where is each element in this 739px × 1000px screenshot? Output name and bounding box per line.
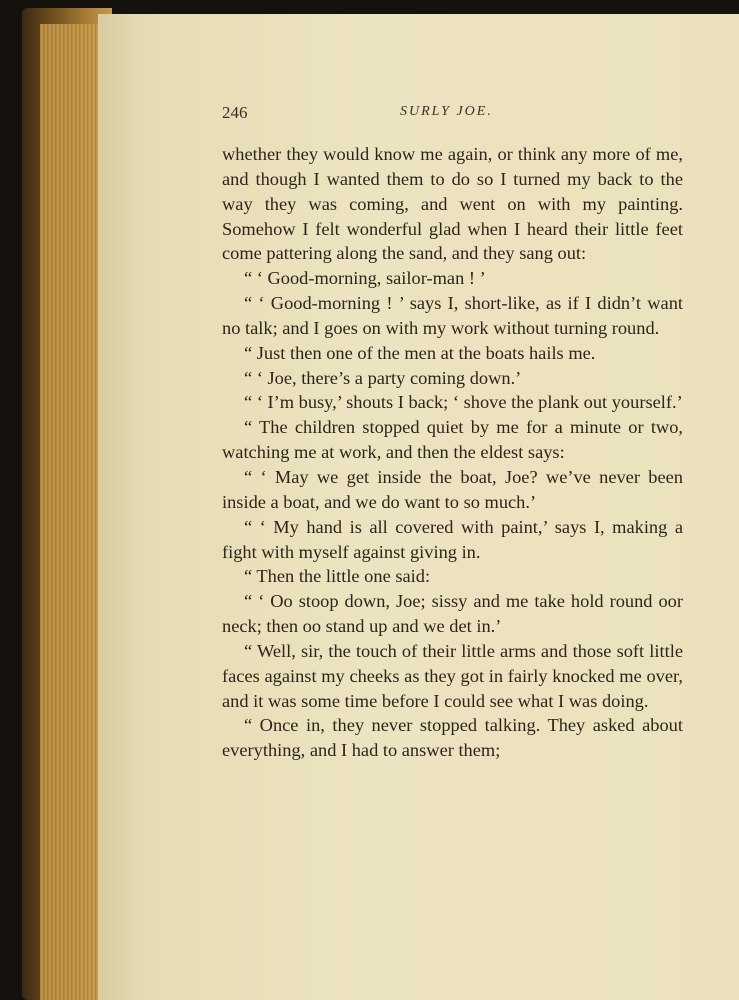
running-title: SURLY JOE.	[400, 104, 493, 119]
paragraph: “ ‘ Joe, there’s a party coming down.’	[244, 367, 522, 388]
paragraph: “ Just then one of the men at the boats hails me.	[244, 342, 596, 363]
page-number: 246	[222, 103, 248, 122]
paragraph: whether they would know me again, or think any more of me, and though I wanted them to do so I turned my back to the way they was coming, and went on with my painting. Somehow I felt wonderful glad when I heard their little feet come pattering along the sand, and they sang out:	[222, 144, 683, 264]
paragraph: “ ‘ I’m busy,’ shouts I back; ‘ shove the plank out yourself.’	[244, 392, 683, 413]
paragraph: “ ‘ May we get inside the boat, Joe? we’ve never been inside a boat, and we do want to so much.’	[222, 466, 683, 512]
paragraph: “ ‘ My hand is all covered with paint,’ says I, making a fight with myself against giving in.	[222, 516, 683, 562]
paragraph: “ Well, sir, the touch of their little arms and those soft little faces against my cheeks as they got in fairly knocked me over, and it was some time before I could see what I was doing.	[222, 640, 683, 711]
paragraph: “ ‘ Oo stoop down, Joe; sissy and me take hold round oor neck; then oo stand up and we det in.’	[222, 591, 683, 637]
paragraph: “ ‘ Good-morning, sailor-man ! ’	[244, 268, 486, 289]
paragraph: “ Once in, they never stopped talking. They asked about everything, and I had to answer them;	[222, 715, 683, 761]
paragraph: “ Then the little one said:	[244, 566, 431, 587]
page-body	[222, 142, 683, 763]
paragraph: “ The children stopped quiet by me for a minute or two, watching me at work, and then the eldest says:	[222, 417, 683, 463]
paragraph: “ ‘ Good-morning ! ’ says I, short-like, as if I didn’t want no talk; and I goes on with my work without turning round.	[222, 293, 683, 338]
page-header	[222, 103, 682, 127]
